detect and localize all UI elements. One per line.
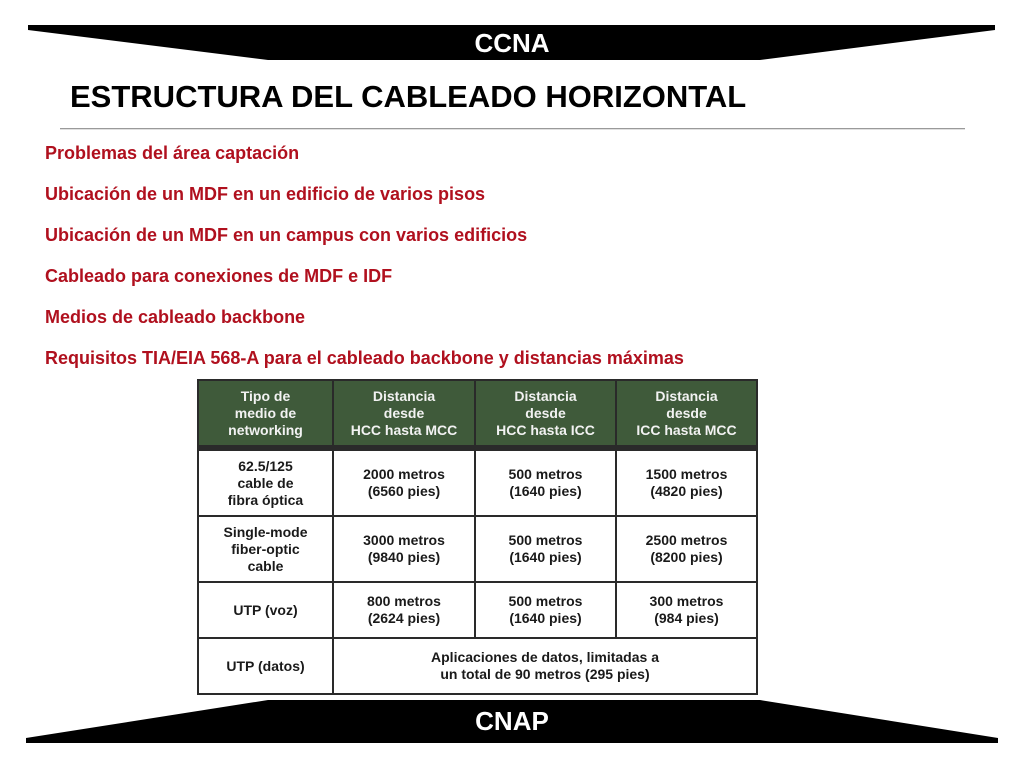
cell-line: Aplicaciones de datos, limitadas a	[431, 649, 659, 666]
header-line: networking	[228, 421, 303, 438]
topic-list	[45, 143, 684, 389]
header-icc-mcc	[616, 380, 757, 448]
header-line: HCC hasta MCC	[350, 421, 458, 438]
header-hcc-mcc	[333, 380, 475, 448]
cell-line: 800 metros	[367, 593, 441, 610]
cell-line: (4820 pies)	[650, 483, 723, 500]
header-line: desde	[525, 404, 566, 421]
header-line: desde	[666, 404, 707, 421]
cell-hcc-mcc	[333, 516, 475, 582]
cell-line: 300 metros	[649, 593, 724, 610]
cell-hcc-mcc	[333, 582, 475, 638]
topic-item: Problemas del área captación	[45, 143, 300, 163]
title-divider	[60, 128, 965, 130]
cell-medium	[198, 582, 333, 638]
cell-hcc-icc	[475, 448, 616, 516]
topic-item: Ubicación de un MDF en un campus con varios edificios	[45, 225, 528, 245]
header-label: CCNA	[474, 28, 550, 58]
header-medium	[198, 380, 333, 448]
cell-hcc-icc	[475, 582, 616, 638]
cell-line: (2624 pies)	[367, 610, 441, 627]
topic-item: Requisitos TIA/EIA 568-A para el cableado backbone y distancias máximas	[45, 348, 684, 368]
cell-line: (8200 pies)	[650, 549, 723, 566]
cell-line: UTP (datos)	[226, 657, 305, 674]
cell-line: Single-mode	[223, 523, 308, 540]
cell-hcc-icc	[475, 516, 616, 582]
cell-line: 500 metros	[508, 532, 583, 549]
cell-medium	[198, 638, 333, 694]
footer-banner	[0, 698, 1024, 746]
cell-line: 2500 metros	[645, 532, 728, 549]
header-line: HCC hasta ICC	[496, 421, 595, 438]
header-line: medio de	[234, 404, 297, 421]
cell-icc-mcc	[616, 516, 757, 582]
cell-line: cable	[247, 557, 284, 574]
cell-line: (984 pies)	[654, 610, 719, 627]
cell-line: 1500 metros	[645, 466, 728, 483]
header-line: Tipo de	[240, 387, 291, 404]
cell-line: 500 metros	[508, 466, 583, 483]
cell-line: (6560 pies)	[367, 483, 441, 500]
topic-item: Cableado para conexiones de MDF e IDF	[45, 266, 393, 286]
header-line: Distancia	[514, 387, 577, 404]
cell-line: 2000 metros	[363, 466, 445, 483]
header-line: desde	[383, 404, 425, 421]
backbone-distance-table	[197, 379, 758, 695]
cell-line: (1640 pies)	[509, 483, 582, 500]
cell-line: 500 metros	[508, 593, 583, 610]
cell-icc-mcc	[616, 448, 757, 516]
table-header-row	[198, 380, 757, 448]
cell-line: fibra óptica	[227, 491, 304, 508]
header-hcc-icc	[475, 380, 616, 448]
topic-item: Medios de cableado backbone	[45, 307, 306, 327]
header-line: Distancia	[372, 387, 436, 404]
cell-medium	[198, 448, 333, 516]
header-banner	[0, 22, 1024, 62]
cell-hcc-mcc	[333, 448, 475, 516]
footer-label: CNAP	[475, 706, 549, 736]
table-row	[198, 448, 757, 516]
table-row	[198, 582, 757, 638]
cell-line: (1640 pies)	[509, 549, 582, 566]
cell-line: un total de 90 metros (295 pies)	[440, 666, 650, 683]
header-line: Distancia	[655, 387, 718, 404]
cell-line: 3000 metros	[363, 532, 445, 549]
cell-icc-mcc	[616, 582, 757, 638]
cell-data-note	[333, 638, 757, 694]
cell-line: fiber-optic	[231, 540, 300, 557]
cell-line: (9840 pies)	[367, 549, 441, 566]
cell-line: (1640 pies)	[509, 610, 582, 627]
cell-line: cable de	[237, 474, 294, 491]
cell-medium	[198, 516, 333, 582]
header-line: ICC hasta MCC	[636, 421, 737, 438]
topic-item: Ubicación de un MDF en un edificio de varios pisos	[45, 184, 486, 204]
page-title: ESTRUCTURA DEL CABLEADO HORIZONTAL	[70, 79, 747, 114]
cell-line: 62.5/125	[238, 457, 293, 474]
table-row	[198, 638, 757, 694]
table-row	[198, 516, 757, 582]
cell-line: UTP (voz)	[233, 601, 298, 618]
